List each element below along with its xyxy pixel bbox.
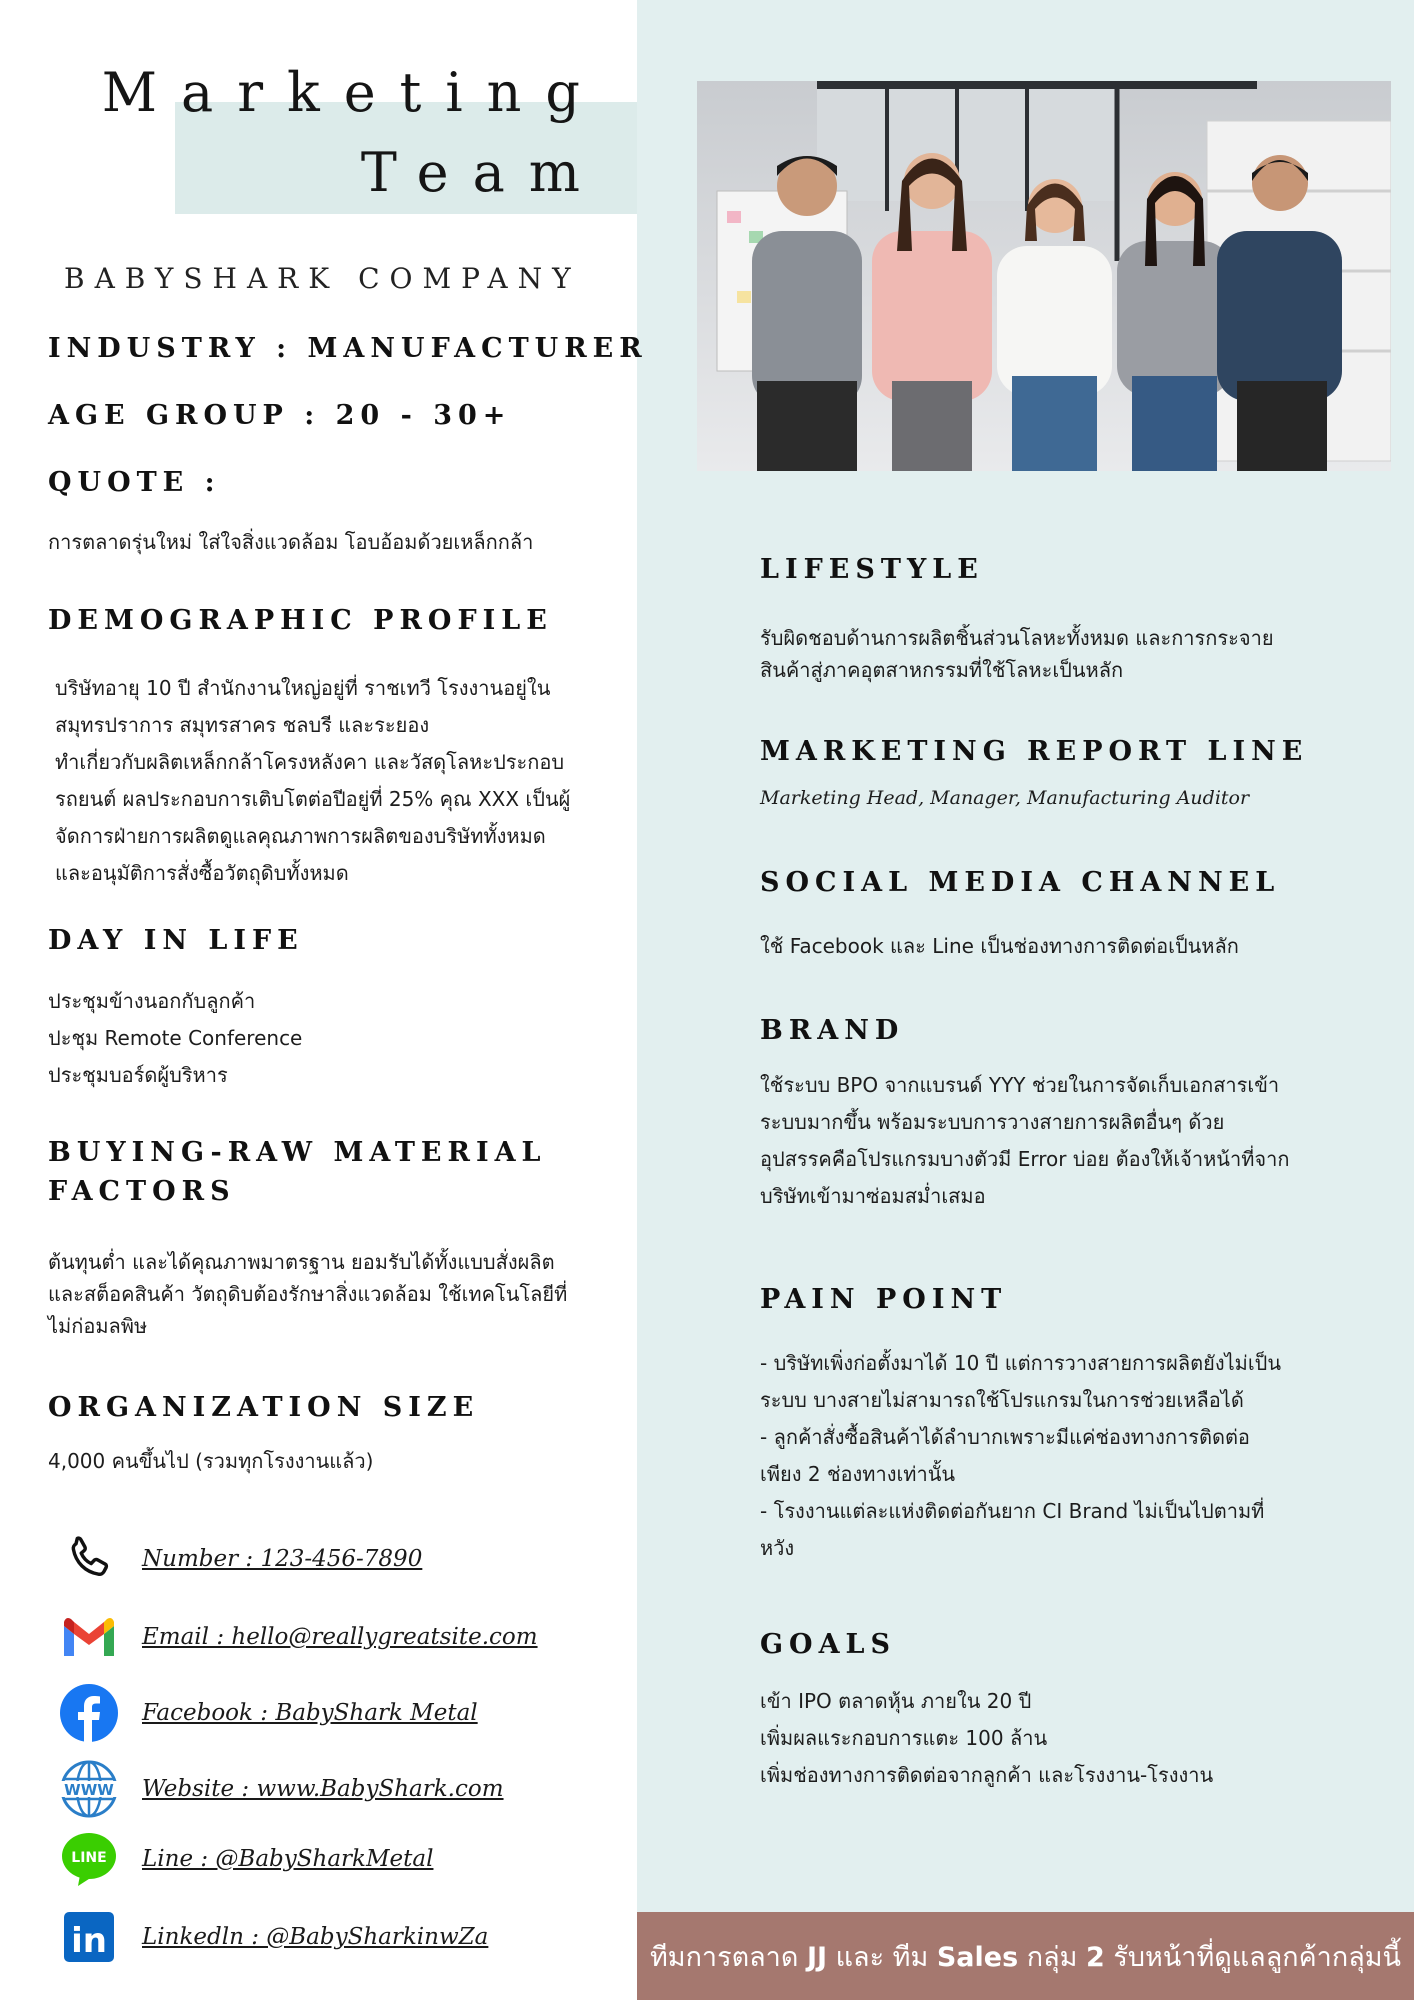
pain-point-heading: PAIN POINT <box>760 1284 1008 1315</box>
www-globe-icon <box>58 1759 120 1819</box>
org-size-text: 4,000 คนขึ้นไป (รวมทุกโรงงานแล้ว) <box>48 1449 374 1473</box>
brand-line: บริษัทเข้ามาซ่อมสม่ำเสมอ <box>760 1184 986 1208</box>
pain-point-text <box>760 1345 1281 1567</box>
pain-point-line: - โรงงานแต่ละแห่งติดต่อกันยาก CI Brand ไม่เป็นไปตามที่ <box>760 1499 1265 1523</box>
email-link[interactable]: Email : hello@reallygreatsite.com <box>142 1624 538 1650</box>
day-in-life-text <box>48 983 302 1094</box>
contact-facebook[interactable] <box>58 1683 478 1743</box>
demographic-line: จัดการฝ่ายการผลิตดูแลคุณภาพการผลิตของบริษัททั้งหมด <box>55 824 546 848</box>
company-name: BABYSHARK COMPANY <box>64 262 581 295</box>
goals-line: เข้า IPO ตลาดหุ้น ภายใน 20 ปี <box>760 1689 1032 1713</box>
buying-line: ต้นทุนต่ำ และได้คุณภาพมาตรฐาน ยอมรับได้ทั้งแบบสั่งผลิต <box>48 1250 555 1274</box>
lifestyle-text <box>760 622 1274 686</box>
facebook-icon <box>58 1683 120 1743</box>
age-group-heading: AGE GROUP : 20 - 30+ <box>48 400 512 431</box>
day-in-life-heading: DAY IN LIFE <box>48 925 304 956</box>
report-line-text: Marketing Head, Manager, Manufacturing Auditor <box>760 787 1250 809</box>
buying-text <box>48 1246 567 1342</box>
social-text: ใช้ Facebook และ Line เป็นช่องทางการติดต่อเป็นหลัก <box>760 934 1239 958</box>
quote-text: การตลาดรุ่นใหม่ ใส่ใจสิ่งแวดล้อม โอบอ้อมด้วยเหล็กกล้า <box>48 530 534 554</box>
page-title-line1: Marketing <box>101 61 604 124</box>
lifestyle-heading: LIFESTYLE <box>760 554 984 585</box>
pain-point-line: - ลูกค้าสั่งซื้อสินค้าได้ลำบากเพราะมีแค่ช่องทางการติดต่อ <box>760 1425 1250 1449</box>
demographic-line: บริษัทอายุ 10 ปี สำนักงานใหญ่อยู่ที่ ราชเทวี โรงงานอยู่ใน <box>55 676 551 700</box>
buying-line: ไม่ก่อมลพิษ <box>48 1314 148 1338</box>
social-heading: SOCIAL MEDIA CHANNEL <box>760 867 1281 898</box>
day-in-life-line: ประชุมบอร์ดผู้บริหาร <box>48 1063 228 1087</box>
bottom-banner <box>637 1912 1414 2000</box>
report-line-heading: MARKETING REPORT LINE <box>760 736 1309 767</box>
org-size-heading: ORGANIZATION SIZE <box>48 1392 480 1423</box>
pain-point-line: หวัง <box>760 1536 795 1560</box>
contact-email[interactable] <box>58 1607 538 1667</box>
buying-heading-line1: BUYING-RAW MATERIAL <box>48 1137 547 1168</box>
phone-number-link[interactable]: Number : 123-456-7890 <box>142 1546 423 1572</box>
facebook-link[interactable]: Facebook : BabyShark Metal <box>142 1700 478 1726</box>
pain-point-line: ระบบ บางสายไม่สามารถใช้โปรแกรมในการช่วยเหลือได้ <box>760 1388 1244 1412</box>
demographic-line: รถยนต์ ผลประกอบการเติบโตต่อปีอยู่ที่ 25% คุณ XXX เป็นผู้ <box>55 787 571 811</box>
brand-heading: BRAND <box>760 1015 905 1046</box>
brand-line: ใช้ระบบ BPO จากแบรนด์ YYY ช่วยในการจัดเก็บเอกสารเข้า <box>760 1073 1280 1097</box>
demographic-heading: DEMOGRAPHIC PROFILE <box>48 605 553 636</box>
day-in-life-line: ปะชุม Remote Conference <box>48 1026 303 1050</box>
page-title-line2: Team <box>360 141 604 204</box>
demographic-line: ทำเกี่ยวกับผลิตเหล็กกล้าโครงหลังคา และวัสดุโลหะประกอบ <box>55 750 565 774</box>
svg-text:WWW: WWW <box>64 1781 114 1799</box>
industry-heading: INDUSTRY : MANUFACTURER <box>48 333 648 364</box>
contact-phone[interactable] <box>58 1529 422 1589</box>
banner-text: ทีมการตลาด JJ และ ทีม Sales กลุ่ม 2 รับหน้าที่ดูแลลูกค้ากลุ่มนี้ <box>649 1941 1401 1973</box>
quote-heading: QUOTE : <box>48 467 221 498</box>
linkedin-link[interactable]: Linkedln : @BabySharkinwZa <box>142 1924 489 1950</box>
demographic-text <box>55 670 570 892</box>
linkedin-icon <box>58 1907 120 1967</box>
buying-heading-line2: FACTORS <box>48 1176 236 1207</box>
pain-point-line: - บริษัทเพิ่งก่อตั้งมาได้ 10 ปี แต่การวางสายการผลิตยังไม่เป็น <box>760 1351 1282 1375</box>
website-link[interactable]: Website : www.BabyShark.com <box>142 1776 504 1802</box>
line-icon <box>58 1829 120 1889</box>
contact-linkedin[interactable] <box>58 1907 488 1967</box>
demographic-line: สมุทรปราการ สมุทรสาคร ชลบรี และระยอง <box>55 713 430 737</box>
day-in-life-line: ประชุมข้างนอกกับลูกค้า <box>48 989 256 1013</box>
brand-text <box>760 1067 1289 1215</box>
goals-text <box>760 1683 1213 1794</box>
brand-line: ระบบมากขึ้น พร้อมระบบการวางสายการผลิตอื่นๆ ด้วย <box>760 1110 1225 1134</box>
phone-icon <box>58 1529 120 1589</box>
buying-line: และสต็อคสินค้า วัตถุดิบต้องรักษาสิ่งแวดล้อม ใช้เทคโนโลยีที่ <box>48 1282 568 1306</box>
lifestyle-line: สินค้าสู่ภาคอุตสาหกรรมที่ใช้โลหะเป็นหลัก <box>760 658 1124 682</box>
svg-text:in: in <box>71 1921 107 1961</box>
line-link[interactable]: Line : @BabySharkMetal <box>142 1846 434 1872</box>
svg-text:LINE: LINE <box>71 1850 107 1866</box>
brand-line: อุปสรรคคือโปรแกรมบางตัวมี Error บ่อย ต้องให้เจ้าหน้าที่จาก <box>760 1147 1290 1171</box>
goals-line: เพิ่มช่องทางการติดต่อจากลูกค้า และโรงงาน-โรงงาน <box>760 1763 1214 1787</box>
goals-line: เพิ่มผลแระกอบการแตะ 100 ล้าน <box>760 1726 1048 1750</box>
goals-heading: GOALS <box>760 1629 897 1660</box>
gmail-icon <box>58 1607 120 1667</box>
team-photo <box>697 81 1391 471</box>
demographic-line: และอนุมัติการสั่งซื้อวัตถุดิบทั้งหมด <box>55 861 349 885</box>
pain-point-line: เพียง 2 ช่องทางเท่านั้น <box>760 1462 956 1486</box>
contact-line[interactable] <box>58 1829 433 1889</box>
contact-website[interactable] <box>58 1759 504 1819</box>
lifestyle-line: รับผิดชอบด้านการผลิตชิ้นส่วนโลหะทั้งหมด และการกระจาย <box>760 626 1274 650</box>
